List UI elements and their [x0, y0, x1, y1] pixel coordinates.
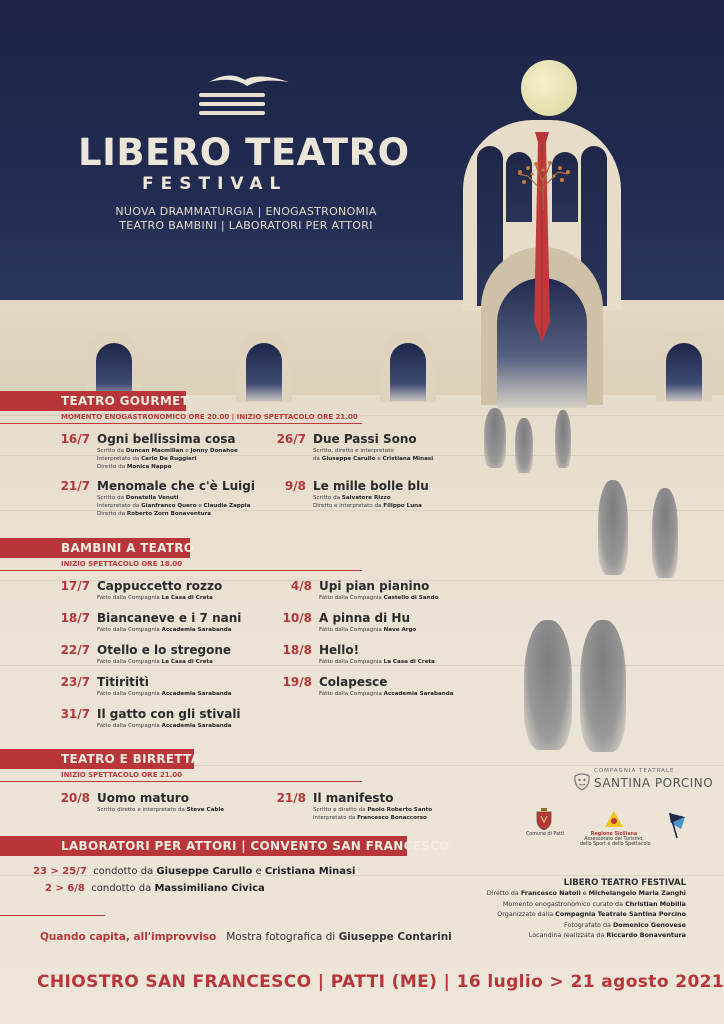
teatro-gourmet-schedule: MOMENTO ENOGASTRONOMICO ORE 20.00 | INIZIO SPETTACOLO ORE 21.00 — [61, 413, 358, 421]
moon-illustration — [521, 60, 577, 116]
festival-subtitle: FESTIVAL — [142, 174, 288, 194]
silhouette-figure — [652, 488, 678, 578]
tree-icon — [510, 158, 576, 210]
tagline-1: NUOVA DRAMMATURGIA | ENOGASTRONOMIA — [115, 205, 377, 218]
partner-flag-logo-icon — [665, 811, 687, 839]
laboratorio-row: 2 > 6/8 condotto da Massimiliano Civica — [45, 883, 265, 894]
divider — [0, 781, 362, 782]
festival-credits: LIBERO TEATRO FESTIVAL Diretto da Francesco Natoli e Michelangelo Maria Zanghì Momento enogastronomico curato da Christian Mobilia Organizzato dalla Compagnia Teatrale Santina Porcino Fotografato da Domenico Genovese Locandina realizzata da Riccardo Bonaventura — [486, 878, 686, 940]
birretta-schedule: INIZIO SPETTACOLO ORE 21.00 — [61, 771, 183, 779]
silhouette-figure — [524, 620, 572, 750]
comune-di-patti-logo: Comune di Patti — [526, 808, 562, 837]
coat-of-arms-icon — [535, 808, 553, 830]
laboratorio-row: 23 > 25/7 condotto da Giuseppe Carullo e Cristiana Minasi — [33, 866, 356, 877]
birds-logo-icon — [199, 68, 291, 96]
silhouette-figure — [580, 620, 626, 752]
festival-title: LIBERO TEATRO — [78, 131, 410, 174]
mask-icon — [572, 772, 592, 792]
section-laboratori: LABORATORI PER ATTORI | CONVENTO SAN FRANCESCO — [0, 836, 407, 856]
regione-siciliana-logo: Regione Siciliana Assessorato del Turismo, dello Sport e dello Spettacolo — [580, 810, 648, 847]
divider — [0, 915, 105, 916]
trinacria-icon — [604, 810, 624, 830]
poster: LIBERO TEATRO FESTIVAL NUOVA DRAMMATURGIA | ENOGASTRONOMIA TEATRO BAMBINI | LABORATORI PER ATTORI TEATRO GOURMET MOMENTO ENOGASTRONOMICO ORE 20.00 | INIZIO SPETTACOLO ORE 21.00 16/7 Ogni bellissima cosa Scritto da Duncan Macmillan e Jonny Donahoe Interpretato da Carlo De Ruggieri Diretto da Monica Nappo 26/7 Due Passi Sono Scritto, diretto e interpretato da Giuseppe Carullo e Cristiana Minasi 21/7 Menomale che c'è Luigi Scritto da Donatella Venuti Interpretato da Gianfranco Quero e Claudia Zappia Diretto da Roberto Zorn Bonaventura 9/8 Le mille bolle blu Scritto da Salvatore Rizzo Diretto e interpretato da Filippo Luna BAMBINI A TEATRO INIZIO SPETTACOLO ORE 18.00 17/7 Cappuccetto rozzo Fatto dalla Compagnia La Casa di Creta 4/8 Upi pian pianino Fatto dalla Compagnia Castello di Sando 18/7 Biancaneve e i 7 nani Fatto dalla Compagnia Accademia Sarabanda 10/8 A pinna di Hu Fatto dalla Compagnia Nave Argo 22/7 Otello e lo stregone Fatto dalla Compagnia La Casa di Creta 18/8 Hello! Fatto dalla Compagnia La Casa di Creta 23/7 Titirititì Fatto dalla Compagnia Accademia Sarabanda 19/8 Colapesce Fatto dalla Compagnia Accademia Sarabanda 31/7 Il gatto con gli stivali Fatto dalla Compagnia Accademia Sarabanda TEATRO E BIRRETTA INIZIO SPETTACOLO ORE 21.00 20/8 Uomo maturo Scritto diretto e interpretato da Steve Cable 21/8 Il manifesto Scritto e diretto da Paolo Roberto Santo Interpretato da Francesco Bonaccorso LABORATORI PER ATTORI | CONVENTO SAN FRANCESCO 23 > 25/7 condotto da Giuseppe Carullo e Cristiana Minasi 2 > 6/8 condotto da Massimiliano Civica Quando capita, all'improvviso Mostra fotografica di Giuseppe Contarini CHIOSTRO SAN FRANCESCO | PATTI (ME) | 16 luglio > 21 agosto 2021 COMPAGNIA TEATRALE SANTINA PORCINO Comune di Patti Regione Siciliana Assessorato del Turismo, dello Sport e dello Spettacolo LIBERO TEATRO FESTIVAL Diretto da Francesco Natoli e Michelangelo Maria Zanghì Momento enogastronomico curato da Christian Mobilia Organizzato dalla Compagnia Teatrale Santina Porcino Fotografato da Domenico Genovese Locandina realizzata da Riccardo Bonaventura — [0, 0, 724, 1024]
bambini-schedule: INIZIO SPETTACOLO ORE 18.00 — [61, 560, 183, 568]
compagnia-santina-porcino-logo: COMPAGNIA TEATRALE SANTINA PORCINO — [572, 768, 692, 796]
mostra-fotografica: Quando capita, all'improvviso Mostra fotografica di Giuseppe Contarini — [40, 931, 452, 943]
tagline-2: TEATRO BAMBINI | LABORATORI PER ATTORI — [119, 219, 373, 232]
venue-dates-footer: CHIOSTRO SAN FRANCESCO | PATTI (ME) | 16 luglio > 21 agosto 2021 — [37, 972, 724, 992]
silhouette-figure — [515, 418, 533, 473]
section-teatro-gourmet: TEATRO GOURMET — [0, 391, 186, 411]
section-bambini-a-teatro: BAMBINI A TEATRO — [0, 538, 190, 558]
wall-arch — [236, 332, 292, 402]
logo-lines-icon — [199, 93, 265, 121]
divider — [0, 423, 362, 424]
section-teatro-e-birretta: TEATRO E BIRRETTA — [0, 749, 194, 769]
silhouette-figure — [484, 408, 506, 468]
bell-tower-illustration — [463, 112, 621, 400]
wall-arch — [380, 332, 436, 402]
wall-arch — [656, 332, 712, 402]
silhouette-figure — [555, 410, 571, 468]
silhouette-figure — [598, 480, 628, 575]
divider — [0, 570, 362, 571]
